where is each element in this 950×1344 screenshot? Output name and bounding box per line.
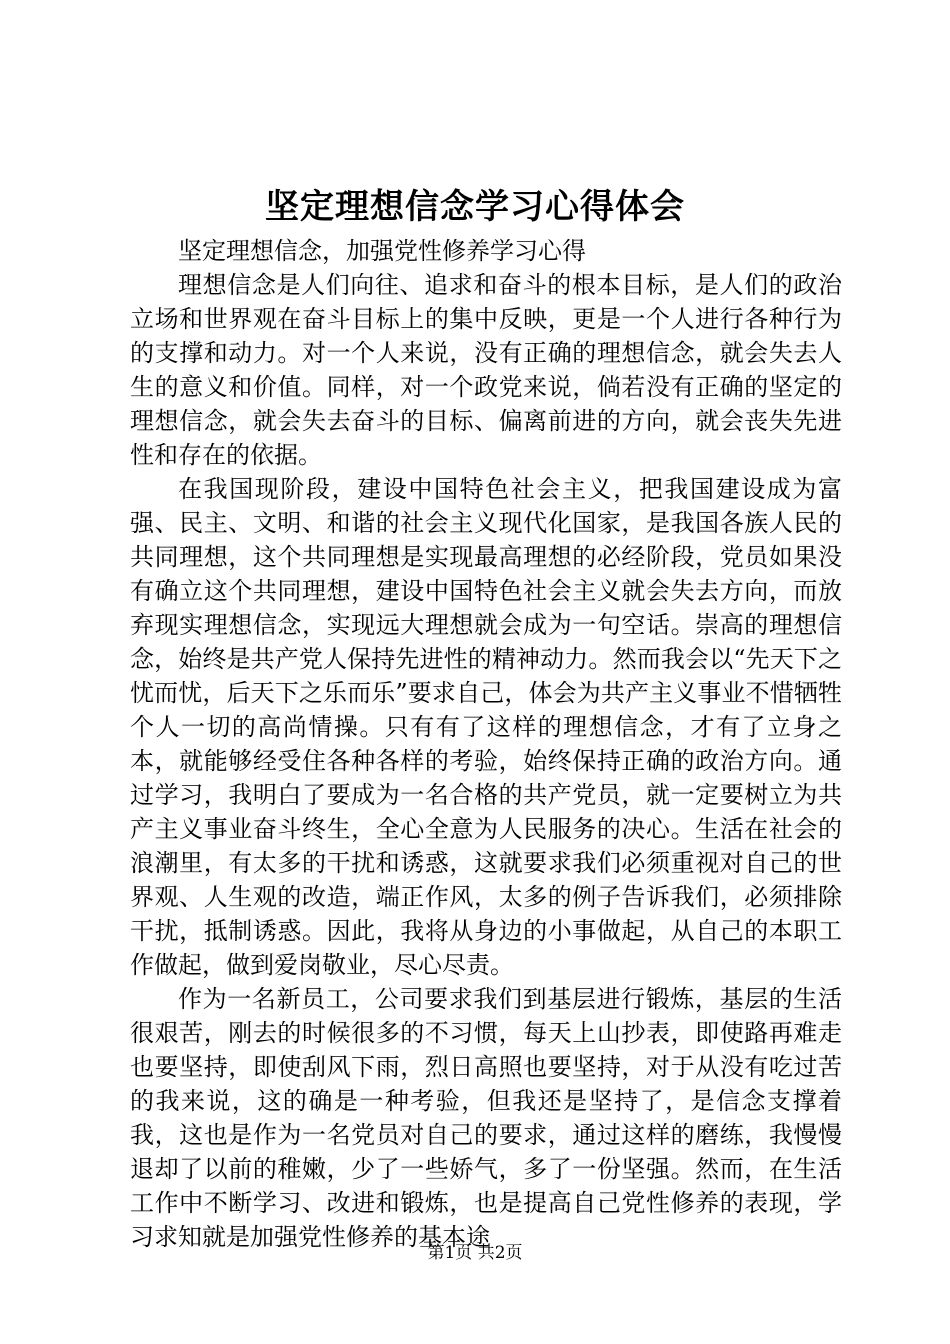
document-body [130, 234, 842, 1254]
body-paragraph: 作为一名新员工，公司要求我们到基层进行锻炼，基层的生活很艰苦，刚去的时候很多的不习惯，每天上山抄表，即使路再难走也要坚持，即使刮风下雨，烈日高照也要坚持，对于从没有吃过苦的我来说，这的确是一种考验，但我还是坚持了，是信念支撑着我，这也是作为一名党员对自己的要求，通过这样的磨练，我慢慢退却了以前的稚嫩，少了一些娇气，多了一份坚强。然而，在生活工作中不断学习、改进和锻炼，也是提高自己党性修养的表现，学习求知就是加强党性修养的基本途 [130, 985, 842, 1251]
body-paragraph: 在我国现阶段，建设中国特色社会主义，把我国建设成为富强、民主、文明、和谐的社会主义现代化国家，是我国各族人民的共同理想，这个共同理想是实现最高理想的必经阶段，党员如果没有确立这个共同理想，建设中国特色社会主义就会失去方向，而放弃现实理想信念，实现远大理想就会成为一句空话。崇高的理想信念，始终是共产党人保持先进性的精神动力。然而我会以“先天下之忧而忧，后天下之乐而乐”要求自己，体会为共产主义事业不惜牺牲个人一切的高尚情操。只有有了这样的理想信念，才有了立身之本，就能够经受住各种各样的考验，始终保持正确的政治方向。通过学习，我明白了要成为一名合格的共产党员，就一定要树立为共产主义事业奋斗终生，全心全意为人民服务的决心。生活在社会的浪潮里，有太多的干扰和诱惑，这就要求我们必须重视对自己的世界观、人生观的改造，端正作风，太多的例子告诉我们，必须排除干扰，抵制诱惑。因此，我将从身边的小事做起，从自己的本职工作做起，做到爱岗敬业，尽心尽责。 [130, 475, 842, 979]
document-title: 坚定理想信念学习心得体会 [265, 187, 685, 227]
subtitle-paragraph: 坚定理想信念，加强党性修养学习心得 [178, 237, 586, 265]
body-paragraph: 理想信念是人们向往、追求和奋斗的根本目标，是人们的政治立场和世界观在奋斗目标上的集中反映，更是一个人进行各种行为的支撑和动力。对一个人来说，没有正确的理想信念，就会失去人生的意义和价值。同样，对一个政党来说，倘若没有正确的坚定的理想信念，就会失去奋斗的目标、偏离前进的方向，就会丧失先进性和存在的依据。 [130, 271, 842, 469]
page-number-footer: 第1页 共2页 [427, 1243, 523, 1263]
